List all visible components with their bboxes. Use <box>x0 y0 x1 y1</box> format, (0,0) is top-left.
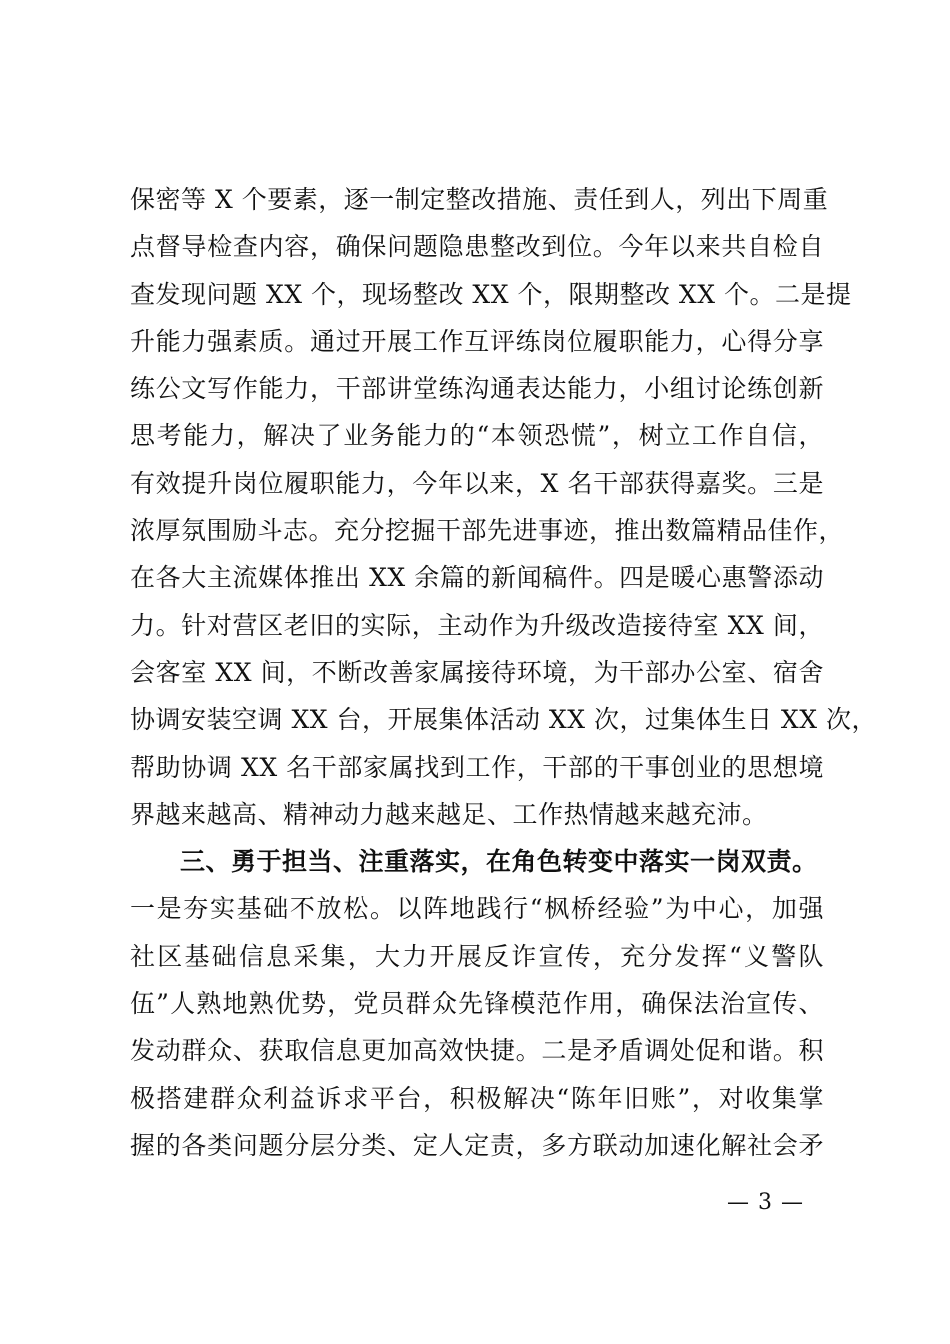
text-line: 帮助协调 XX 名干部家属找到工作，干部的干事创业的思想境 <box>130 752 824 782</box>
text-line: 一是夯实基础不放松。以阵地践行“枫桥经验”为中心，加强 <box>130 894 824 924</box>
body-text <box>130 176 877 1169</box>
text-line: 会客室 XX 间，不断改善家属接待环境，为干部办公室、宿舍 <box>130 657 824 687</box>
text-line: 查发现问题 XX 个，现场整改 XX 个，限期整改 XX 个。二是提 <box>130 279 852 309</box>
text-line: 极搭建群众利益诉求平台，积极解决“陈年旧账”，对收集掌 <box>130 1083 824 1113</box>
text-line: 力。针对营区老旧的实际，主动作为升级改造接待室 XX 间， <box>130 610 824 640</box>
text-line: 伍”人熟地熟优势，党员群众先锋模范作用，确保法治宣传、 <box>130 989 824 1019</box>
text-line: 有效提升岗位履职能力，今年以来，X 名干部获得嘉奖。三是 <box>130 468 824 498</box>
text-line: 点督导检查内容，确保问题隐患整改到位。今年以来共自检自 <box>130 232 824 262</box>
page-number: — 3 — <box>727 1190 804 1215</box>
section-heading: 三、勇于担当、注重落实，在角色转变中落实一岗双责。 <box>180 847 818 877</box>
text-line: 浓厚氛围励斗志。充分挖掘干部先进事迹，推出数篇精品佳作， <box>130 516 845 546</box>
text-line: 协调安装空调 XX 台，开展集体活动 XX 次，过集体生日 XX 次， <box>130 705 877 735</box>
text-line: 思考能力，解决了业务能力的“本领恐慌”，树立工作自信， <box>130 421 824 451</box>
text-line: 握的各类问题分层分类、定人定责，多方联动加速化解社会矛 <box>130 1130 824 1160</box>
text-line: 界越来越高、精神动力越来越足、工作热情越来越充沛。 <box>130 799 768 829</box>
text-line: 在各大主流媒体推出 XX 余篇的新闻稿件。四是暖心惠警添动 <box>130 563 824 593</box>
text-line: 升能力强素质。通过开展工作互评练岗位履职能力，心得分享 <box>130 326 824 356</box>
text-line: 社区基础信息采集，大力开展反诈宣传，充分发挥“义警队 <box>130 941 824 971</box>
text-line: 发动群众、获取信息更加高效快捷。二是矛盾调处促和谐。积 <box>130 1036 824 1066</box>
text-line: 练公文写作能力，干部讲堂练沟通表达能力，小组讨论练创新 <box>130 374 824 404</box>
text-line: 保密等 X 个要素，逐一制定整改措施、责任到人，列出下周重 <box>130 185 829 214</box>
